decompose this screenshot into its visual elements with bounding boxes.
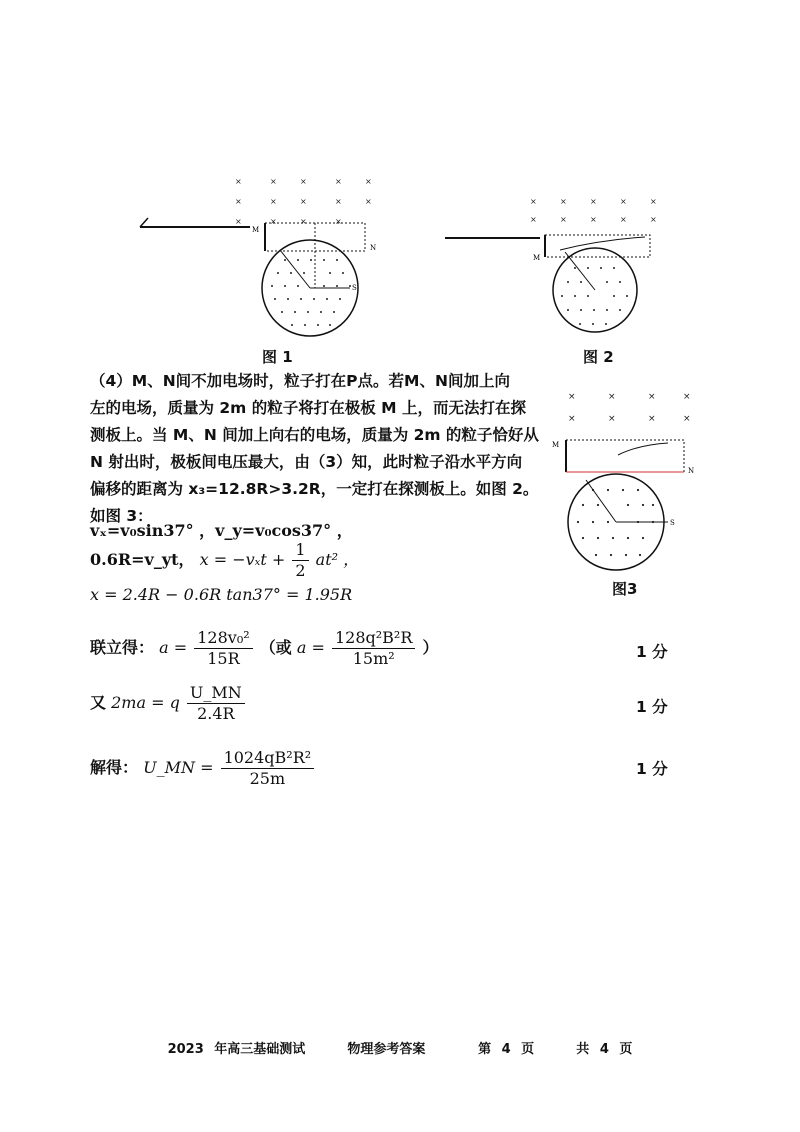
svg-text:×: × bbox=[650, 215, 657, 224]
footer-total: 共 4 页 bbox=[576, 1042, 633, 1057]
svg-text:×: × bbox=[560, 215, 567, 224]
label-n: N bbox=[370, 244, 377, 252]
label-s-3: S bbox=[670, 519, 675, 527]
equation-force: 又 2ma = q $\frac{U\_MN}{2.4R}$ bbox=[90, 683, 247, 724]
svg-text:×: × bbox=[270, 217, 277, 226]
figure-1-caption: 图 1 bbox=[262, 348, 293, 366]
page-footer bbox=[0, 1038, 800, 1057]
svg-text:×: × bbox=[235, 217, 242, 226]
svg-text:×: × bbox=[300, 177, 307, 186]
svg-text:×: × bbox=[270, 197, 277, 206]
svg-text:×: × bbox=[300, 197, 307, 206]
svg-text:×: × bbox=[300, 217, 307, 226]
svg-text:×: × bbox=[590, 215, 597, 224]
label-s: S bbox=[352, 284, 357, 292]
footer-exam: 2023 年高三基础测试 bbox=[167, 1042, 306, 1057]
svg-text:×: × bbox=[335, 177, 342, 186]
label-m: M bbox=[252, 226, 260, 234]
para-line-4: N 射出时，极板间电压最大，由（3）知，此时粒子沿水平方向 bbox=[90, 453, 523, 471]
equation-displacement: 0.6R=v_yt， x = −vₓt + $\frac{1}{2}$ at² ， bbox=[90, 540, 360, 580]
label-m-2: M bbox=[533, 254, 541, 262]
figure-3-caption: 图3 bbox=[612, 580, 638, 598]
svg-text:×: × bbox=[648, 392, 656, 402]
svg-text:×: × bbox=[530, 197, 537, 206]
svg-text:×: × bbox=[560, 197, 567, 206]
svg-text:×: × bbox=[335, 217, 342, 226]
magnetic-field-crosses bbox=[235, 177, 372, 226]
solution-paragraph bbox=[90, 368, 540, 530]
svg-text:×: × bbox=[650, 197, 657, 206]
svg-text:×: × bbox=[335, 197, 342, 206]
svg-text:×: × bbox=[608, 414, 616, 424]
svg-text:×: × bbox=[590, 197, 597, 206]
equation-acceleration: 联立得： a = $\frac{\text{128v₀²}}{15R}$ （或 a = $\frac{\text{128q²B²R}}{\text{15m²}}$ ） bbox=[90, 628, 439, 668]
label-m-3: M bbox=[552, 441, 560, 449]
svg-text:×: × bbox=[365, 177, 372, 186]
footer-subject: 物理参考答案 bbox=[347, 1042, 426, 1057]
score-2: 1 分 bbox=[636, 698, 668, 716]
footer-page: 第 4 页 bbox=[478, 1042, 535, 1057]
svg-text:×: × bbox=[235, 177, 242, 186]
svg-text:×: × bbox=[620, 197, 627, 206]
svg-text:×: × bbox=[568, 414, 576, 424]
svg-text:×: × bbox=[568, 392, 576, 402]
score-1: 1 分 bbox=[636, 643, 668, 661]
equation-velocity-components: vₓ=v₀sin37° ，v_y=v₀cos37° ， bbox=[90, 521, 353, 540]
para-line-2: 左的电场，质量为 2m 的粒子将打在极板 M 上，而无法打在探 bbox=[90, 399, 526, 417]
svg-text:×: × bbox=[648, 414, 656, 424]
equation-x-value: x = 2.4R − 0.6R tan37° = 1.95R bbox=[90, 585, 353, 604]
svg-text:×: × bbox=[683, 392, 691, 402]
para-line-1: （4）M、N间不加电场时，粒子打在P点。若M、N间加上向 bbox=[90, 372, 510, 390]
figure-2-caption: 图 2 bbox=[583, 348, 614, 366]
para-line-6: 如图 3： bbox=[90, 507, 153, 525]
figure-1 bbox=[130, 170, 390, 345]
score-3: 1 分 bbox=[636, 760, 668, 778]
para-line-5: 偏移的距离为 x₃=12.8R>3.2R，一定打在探测板上。如图 2。 bbox=[90, 480, 539, 498]
svg-text:×: × bbox=[365, 197, 372, 206]
equation-voltage: 解得： U_MN = $\frac{\text{1024qB²R²}}{25m}$ bbox=[90, 748, 316, 789]
field-dots bbox=[271, 259, 351, 326]
figure-2 bbox=[440, 190, 670, 340]
svg-text:×: × bbox=[683, 414, 691, 424]
svg-text:×: × bbox=[620, 215, 627, 224]
label-n-3: N bbox=[688, 467, 695, 475]
svg-text:×: × bbox=[270, 177, 277, 186]
fraction-half: $\frac{1}{2}$ bbox=[292, 540, 308, 581]
svg-text:×: × bbox=[530, 215, 537, 224]
svg-text:×: × bbox=[235, 197, 242, 206]
figure-3 bbox=[548, 385, 708, 585]
svg-text:×: × bbox=[608, 392, 616, 402]
para-line-3: 测板上。当 M、N 间加上向右的电场，质量为 2m 的粒子恰好从 bbox=[90, 426, 539, 444]
